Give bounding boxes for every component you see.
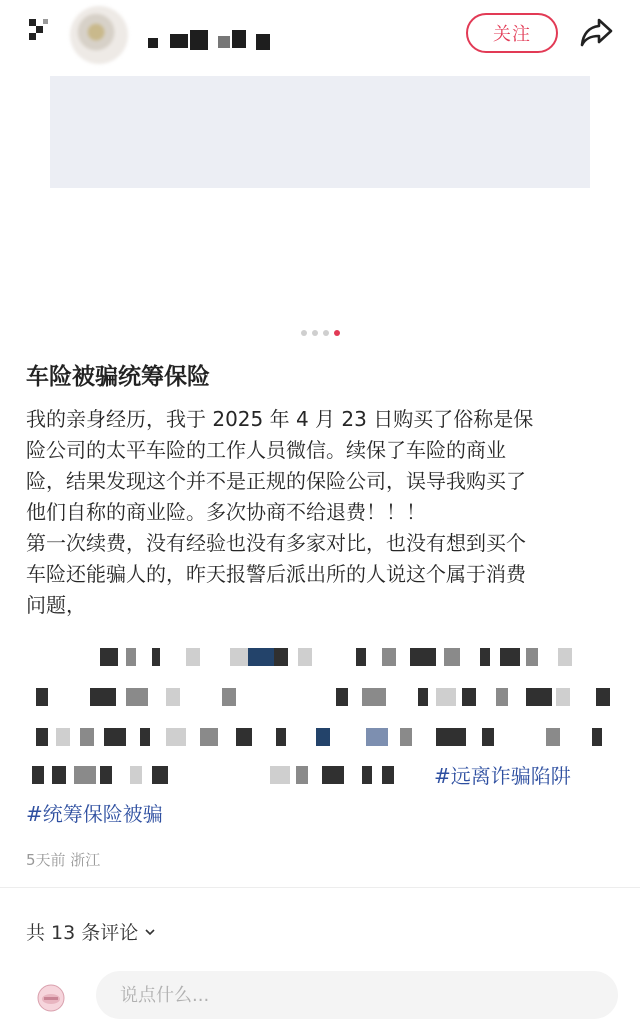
carousel-dot	[323, 330, 329, 336]
comments-count-label: 共 13 条评论	[26, 922, 139, 944]
body-line: 他们自称的商业险。多次协商不给退费！！！	[26, 500, 426, 524]
body-line-partial: 问题，	[26, 593, 86, 617]
body-line: 险公司的太平车险的工作人员微信。续保了车险的商业	[26, 438, 506, 462]
share-icon[interactable]	[578, 15, 614, 49]
body-line: 车险还能骗人的，昨天报警后派出所的人说这个属于消费	[26, 562, 526, 586]
comment-input[interactable]	[96, 971, 618, 1019]
post-image	[50, 76, 590, 188]
hashtag-link[interactable]: #远离诈骗陷阱	[434, 764, 571, 788]
chevron-down-icon	[144, 926, 156, 938]
author-avatar[interactable]	[70, 6, 128, 64]
comments-toggle[interactable]	[26, 918, 156, 945]
body-line: 我的亲身经历，我于 2025 年 4 月 23 日购买了俗称是保	[26, 407, 534, 431]
carousel-indicator	[0, 330, 640, 336]
post-body	[26, 404, 626, 621]
carousel-dot	[301, 330, 307, 336]
body-line: 第一次续费，没有经验也没有多家对比，也没有想到买个	[26, 531, 526, 555]
body-line: 险，结果发现这个并不是正规的保险公司，误导我购买了	[26, 469, 526, 493]
follow-button[interactable]: 关注	[466, 13, 558, 53]
post-title: 车险被骗统筹保险	[26, 364, 210, 390]
carousel-dot	[312, 330, 318, 336]
carousel-dot-active	[334, 330, 340, 336]
post-image-carousel[interactable]	[0, 70, 640, 320]
user-avatar-icon[interactable]	[36, 983, 66, 1013]
comment-bar	[0, 966, 640, 1019]
post-header	[0, 0, 640, 70]
post-meta: 5天前 浙江	[26, 851, 101, 869]
divider	[0, 887, 640, 888]
back-icon[interactable]	[26, 16, 52, 42]
hashtag-link[interactable]: #统筹保险被骗	[26, 802, 163, 826]
